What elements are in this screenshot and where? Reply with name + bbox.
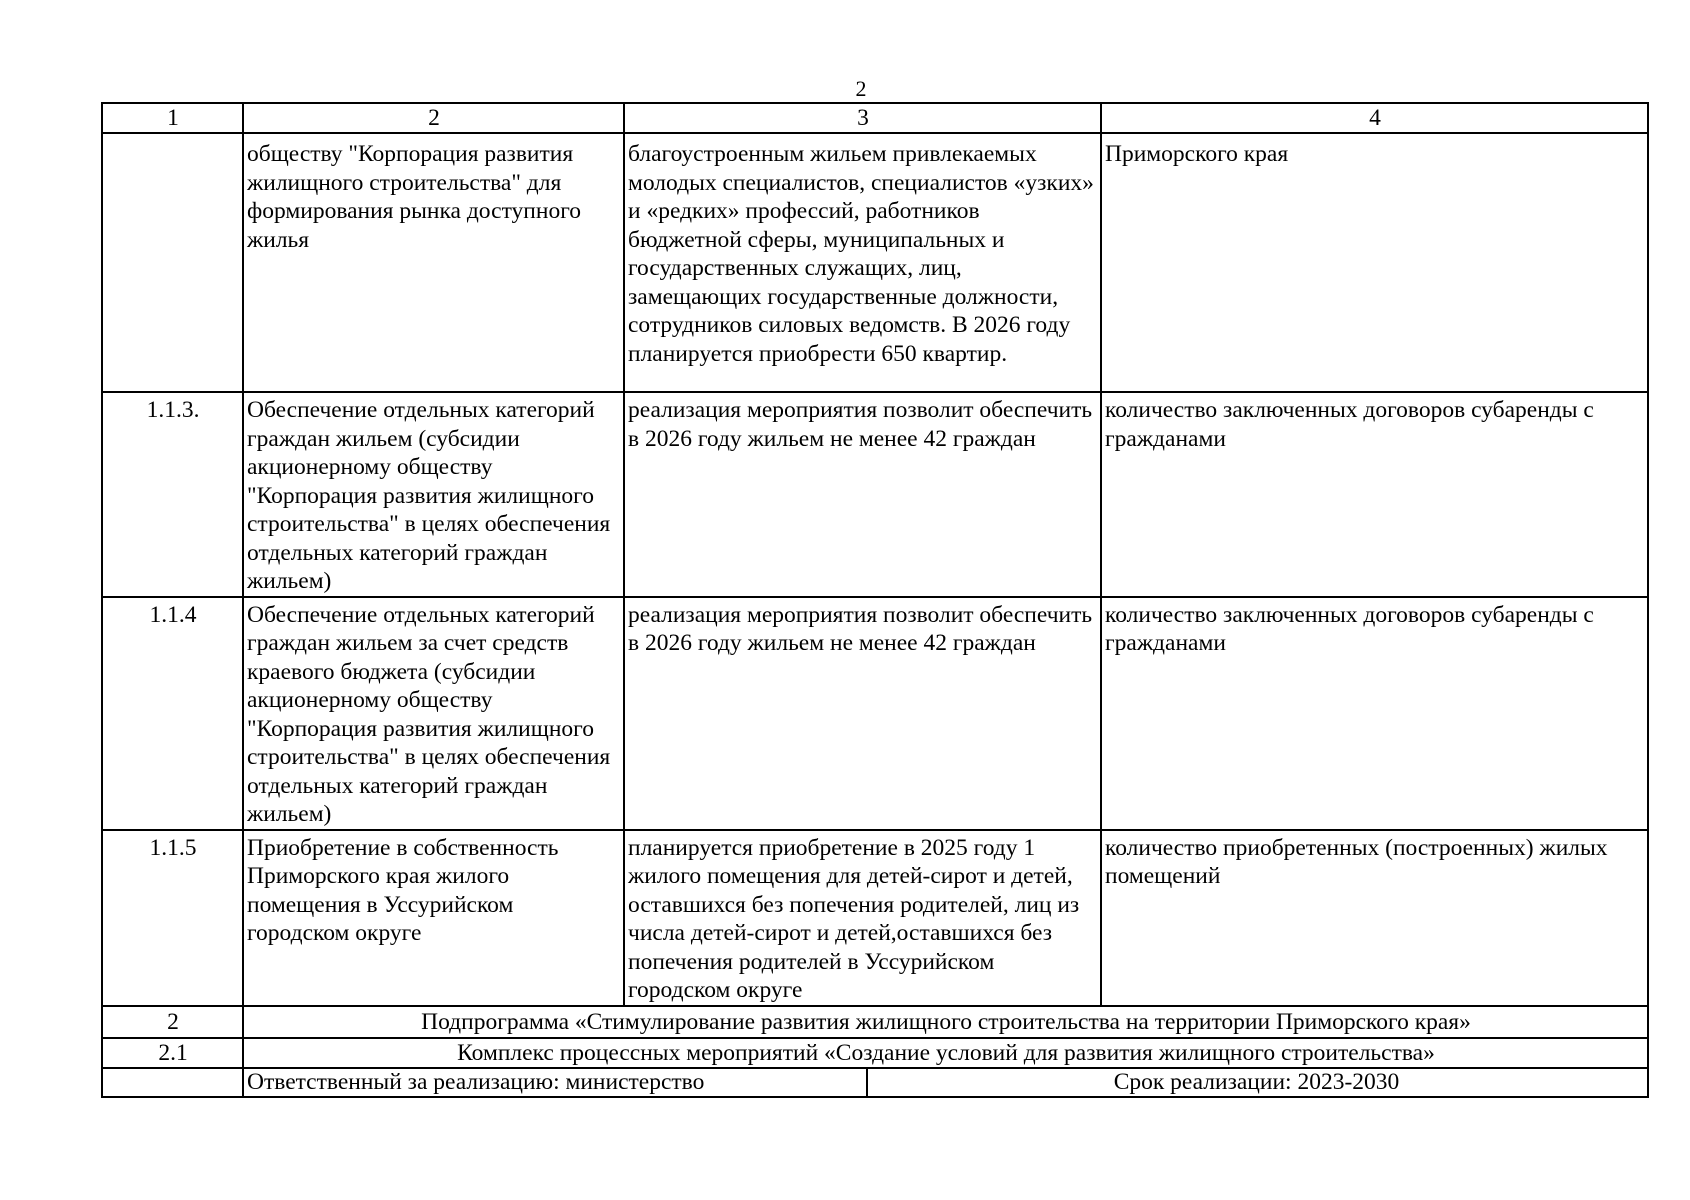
measure-name: Приобретение в собственность Приморского края жилого помещения в Уссурийском городском округе <box>243 830 624 1006</box>
measure-name: Обеспечение отдельных категорий граждан жильем (субсидии акционерному обществу "Корпорация развития жилищного строительства" в целях обеспечения отдельных категорий граждан жильем) <box>243 392 624 597</box>
column-number-4: 4 <box>1101 103 1648 133</box>
responsible-split <box>247 1069 1645 1096</box>
subprogram-row <box>102 1006 1648 1038</box>
measure-indicator: количество приобретенных (построенных) жилых помещений <box>1101 830 1648 1006</box>
complex-title: Комплекс процессных мероприятий «Создание условий для развития жилищного строительства» <box>243 1038 1648 1068</box>
column-number-row <box>102 103 1648 133</box>
row-number <box>102 133 243 392</box>
measure-indicator: количество заключенных договоров субаренды с гражданами <box>1101 597 1648 830</box>
complex-number: 2.1 <box>102 1038 243 1068</box>
row-number: 1.1.5 <box>102 830 243 1006</box>
implementation-period: Срок реализации: 2023-2030 <box>1113 1068 1400 1095</box>
subprogram-number: 2 <box>102 1006 243 1038</box>
responsible-executor: Ответственный за реализацию: министерство <box>247 1069 868 1096</box>
measure-indicator: Приморского края <box>1101 133 1648 392</box>
table-row <box>102 392 1648 597</box>
measure-name: обществу "Корпорация развития жилищного строительства" для формирования рынка доступного жилья <box>243 133 624 392</box>
table-row <box>102 830 1648 1006</box>
column-number-3: 3 <box>624 103 1101 133</box>
responsible-number <box>102 1068 243 1097</box>
measure-result: планируется приобретение в 2025 году 1 жилого помещения для детей-сирот и детей, оставшихся без попечения родителей, лиц из числа детей-сирот и детей,оставшихся без попечения родителей в Уссурийском городском округе <box>624 830 1101 1006</box>
measures-table <box>101 102 1649 1098</box>
measure-name: Обеспечение отдельных категорий граждан жильем за счет средств краевого бюджета (субсидии акционерному обществу "Корпорация развития жилищного строительства" в целях обеспечения отдельных категорий граждан жильем) <box>243 597 624 830</box>
subprogram-title: Подпрограмма «Стимулирование развития жилищного строительства на территории Приморского края» <box>243 1006 1648 1038</box>
page-number: 2 <box>855 76 867 101</box>
measure-result: реализация мероприятия позволит обеспечить в 2026 году жильем не менее 42 граждан <box>624 392 1101 597</box>
row-number: 1.1.3. <box>102 392 243 597</box>
measure-result: благоустроенным жильем привлекаемых молодых специалистов, специалистов «узких» и «редких» профессий, работников бюджетной сферы, муниципальных и государственных служащих, лиц, замещающих государственные должности, сотрудников силовых ведомств. В 2026 году планируется приобрести 650 квартир. <box>624 133 1101 392</box>
column-number-2: 2 <box>243 103 624 133</box>
measure-indicator: количество заключенных договоров субаренды с гражданами <box>1101 392 1648 597</box>
column-number-1: 1 <box>102 103 243 133</box>
responsible-row <box>102 1068 1648 1097</box>
table-row <box>102 133 1648 392</box>
responsible-cell <box>243 1068 1648 1097</box>
table-row <box>102 597 1648 830</box>
measure-result: реализация мероприятия позволит обеспечить в 2026 году жильем не менее 42 граждан <box>624 597 1101 830</box>
row-number: 1.1.4 <box>102 597 243 830</box>
complex-row <box>102 1038 1648 1068</box>
